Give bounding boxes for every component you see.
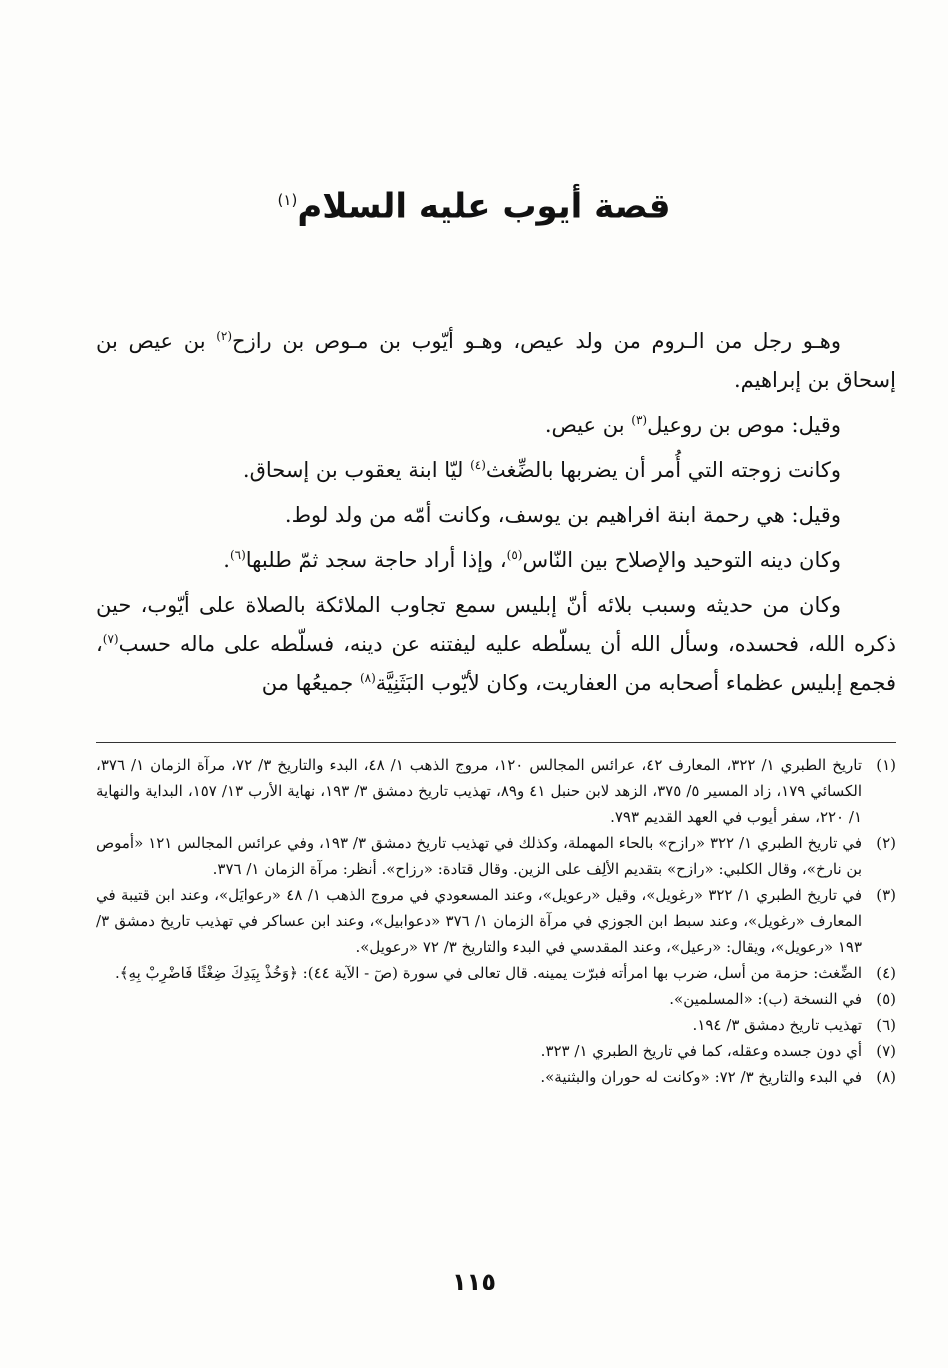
footnote — [96, 960, 896, 986]
footnote-number: (٦) — [876, 1016, 896, 1034]
page-number: ١١٥ — [452, 1268, 496, 1296]
footnote-ref: (٢) — [216, 329, 233, 343]
paragraph — [96, 322, 896, 400]
paragraph-text: بن عيص بن إسحاق بن إبراهيم. — [96, 329, 896, 392]
paragraph-text: ليّا ابنة يعقوب بن إسحاق. — [242, 458, 471, 482]
footnote-text: في تاريخ الطبري ١/ ٣٢٢ «رغويل»، وقيل «رعويل»، وعند المسعودي في مروج الذهب ١/ ٤٨ «رعوايَل»، وعند ابن قتيبة في المعارف «رغويل»، وعند سبط ابن الجوزي في مرآة الزمان ١/ ٣٧٦ «دعوابيل»، وعند ابن عساكر في تهذيب تاريخ دمشق ٣/ ١٩٣ «رعويل»، ويقال: «رعيل»، وعند المقدسي في البدء والتاريخ ٣/ ٧٢ «رعويل». — [96, 886, 863, 956]
footnote-number: (١) — [876, 756, 896, 774]
footnote — [96, 1012, 896, 1038]
footnote-ref: (٥) — [506, 548, 523, 562]
footnote-text: في النسخة (ب): «المسلمين». — [669, 990, 862, 1008]
chapter-title-text: قصة أيوب عليه السلام — [297, 186, 671, 227]
paragraph-text: وكانت زوجته التي أُمر أن يضربها بالضِّغث — [485, 458, 841, 482]
footnote-text: في تاريخ الطبري ١/ ٣٢٢ «رازح» بالحاء المهملة، وكذلك في تهذيب تاريخ دمشق ٣/ ١٩٣، وفي عرائس المجالس ١٢١ «أموص بن نارخ»، وقال الكلبي: «رازح» بتقديم الألِف على الزين. وقال قتادة: «رزاح». أنظر: مرآة الزمان ١/ ٣٧٦. — [96, 834, 863, 878]
footnote — [96, 882, 896, 960]
footnotes — [96, 752, 896, 1090]
footnote — [96, 752, 896, 830]
paragraph-text: وهـو رجل من الـروم من ولد عيص، وهـو أيّوب بن مـوص بن رازح — [232, 329, 841, 353]
footnote-number: (٥) — [876, 990, 896, 1008]
footnote-number: (٢) — [876, 834, 896, 852]
paragraph-text: ، فجمع إبليس عظماء أصحابه من العفاريت، وكان لأيّوب البَثَنِيَّة — [96, 632, 896, 695]
footnote-separator — [96, 742, 896, 743]
main-text — [96, 322, 896, 703]
paragraph-text: جميعُها من — [261, 671, 360, 695]
footnote-ref: (٧) — [102, 632, 119, 646]
footnote-text: أي دون جسده وعقله، كما في تاريخ الطبري ١/ ٣٢٣. — [540, 1042, 862, 1060]
paragraph-text: وقيل: موص بن روعيل — [647, 413, 841, 437]
paragraph-text: وقيل: هي رحمة ابنة افراهيم بن يوسف، وكانت أمّه من ولد لوط. — [284, 503, 841, 527]
footnote-number: (٣) — [876, 886, 896, 904]
paragraph-text: وكان من حديثه وسبب بلائه أنّ إبليس سمع تجاوب الملائكة بالصلاة على أيّوب، حين ذكره الله، فحسده، وسأل الله أن يسلّطه عليه ليفتنه عن دينه، فسلّطه على ماله حسب — [96, 593, 896, 656]
footnote-ref: (٤) — [470, 458, 486, 472]
chapter-title — [0, 168, 948, 238]
footnote-text: الضِّغث: حزمة من أسل، ضرب بها امرأته فبرّت يمينه. قال تعالى في سورة (صٓ - الآية ٤٤): ﴿وَخُذْ بِيَدِكَ ضِغْثًا فَاضْرِبْ بِهِ﴾. — [114, 964, 862, 982]
chapter-title-footnote-ref: (١) — [277, 191, 298, 209]
paragraph-text: بن عيص. — [544, 413, 632, 437]
footnote-number: (٤) — [876, 964, 896, 982]
paragraph-text: . — [223, 548, 230, 572]
footnote — [96, 1064, 896, 1090]
footnote — [96, 1038, 896, 1064]
footnote-ref: (٣) — [631, 413, 648, 427]
paragraph — [96, 541, 896, 580]
footnote-ref: (٨) — [359, 671, 376, 685]
paragraph — [96, 451, 896, 490]
paragraph-text: ، وإذا أراد حاجة سجد ثمّ طلبها — [245, 548, 507, 572]
paragraph-text: وكان دينه التوحيد والإصلاح بين النّاس — [522, 548, 841, 572]
footnote-number: (٧) — [876, 1042, 896, 1060]
paragraph — [96, 406, 896, 445]
footnote-number: (٨) — [876, 1068, 896, 1086]
footnote-ref: (٦) — [229, 548, 246, 562]
footnote — [96, 830, 896, 882]
paragraph — [96, 586, 896, 703]
footnote — [96, 986, 896, 1012]
paragraph — [96, 496, 896, 535]
footnote-text: تهذيب تاريخ دمشق ٣/ ١٩٤. — [692, 1016, 862, 1034]
footnote-text: تاريخ الطبري ١/ ٣٢٢، المعارف ٤٢، عرائس المجالس ١٢٠، مروج الذهب ١/ ٤٨، البدء والتاريخ ٣/ ٧٢، مرآة الزمان ١/ ٣٧٦، الكسائي ١٧٩، زاد المسير ٥/ ٣٧٥، الزهد لابن حنبل ٤١ و٨٩، تهذيب تاريخ دمشق ٣/ ١٩٣، نهاية الأرب ١٣/ ١٥٧، البداية والنهاية ١/ ٢٢٠، سفر أيوب في العهد القديم ٧٩٣. — [96, 756, 863, 826]
footnote-text: في البدء والتاريخ ٣/ ٧٢: «وكانت له حوران والبثنية». — [540, 1068, 862, 1086]
